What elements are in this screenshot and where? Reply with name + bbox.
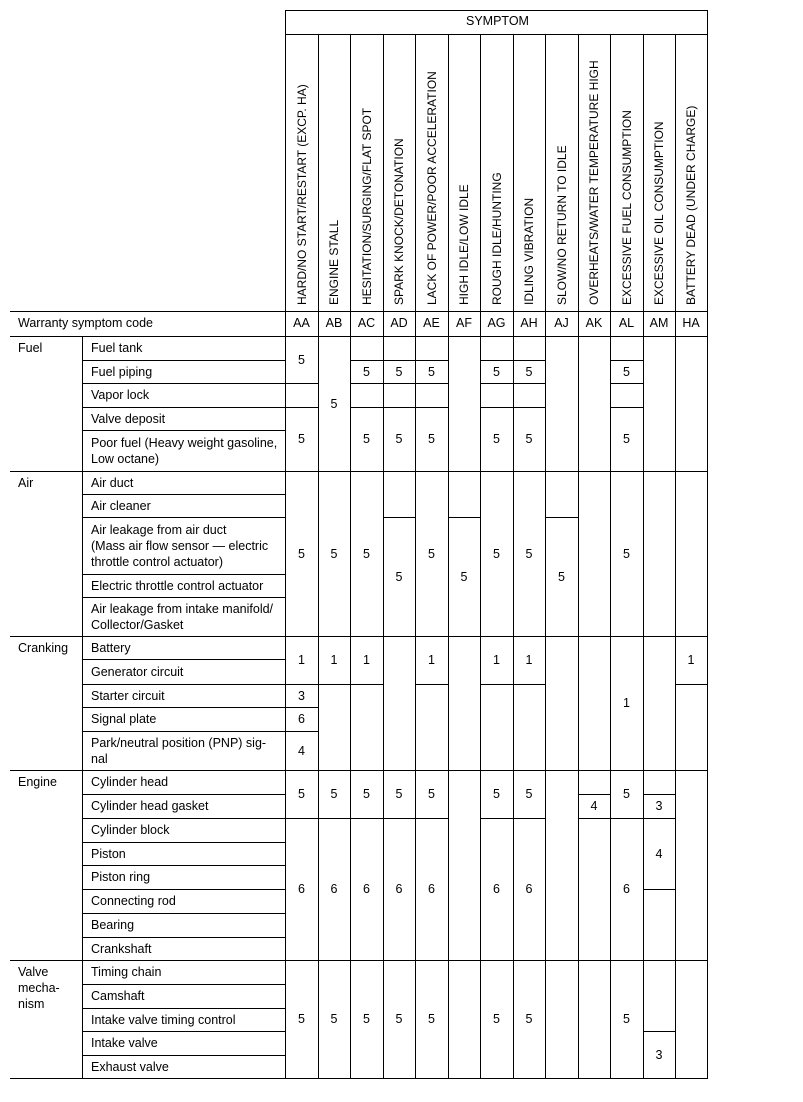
symptom-value: 5 [395, 364, 403, 379]
header-top-rule [285, 10, 708, 11]
column-divider [675, 34, 676, 337]
cell-top-rule [285, 818, 319, 819]
item-row-rule [82, 794, 286, 795]
cell-bottom-rule [513, 383, 546, 384]
column-divider [643, 336, 644, 1079]
item-row-rule [82, 517, 286, 518]
column-title: ENGINE STALL [327, 219, 341, 305]
cell-bottom-rule [578, 818, 611, 819]
column-title: SLOW/NO RETURN TO IDLE [554, 145, 569, 305]
symptom-value: 1 [363, 653, 370, 667]
column-divider [643, 34, 644, 337]
item-label: Fuel piping [91, 364, 153, 379]
item-label: Park/neutral position (PNP) sig- nal [91, 735, 267, 766]
column-divider [578, 34, 579, 337]
cell-bottom-rule [513, 684, 546, 685]
column-divider [610, 336, 611, 1079]
item-label: Bearing [91, 918, 135, 932]
cell-bottom-rule [350, 383, 384, 384]
symptom-value: 5 [298, 546, 305, 561]
cell-top-rule [285, 336, 319, 337]
cell-top-rule [480, 818, 514, 819]
symptom-code: AC [357, 316, 376, 330]
column-divider [513, 336, 514, 1079]
cell-bottom-rule [643, 1078, 676, 1079]
cell-top-rule [383, 770, 416, 771]
cell-top-rule [610, 360, 644, 361]
cell-top-rule [383, 960, 416, 961]
cell-bottom-rule [480, 1078, 514, 1079]
item-label: Camshaft [91, 989, 145, 1003]
column-title: IDLING VIBRATION [522, 197, 536, 305]
cell-bottom-rule [415, 383, 449, 384]
cell-top-rule [610, 960, 644, 961]
cell-top-rule [350, 407, 384, 408]
code-row-bottom-rule [10, 336, 708, 337]
cell-bottom-rule [350, 684, 384, 685]
symptom-value: 1 [493, 653, 500, 667]
symptom-value: 5 [493, 364, 500, 379]
symptom-value: 5 [525, 546, 533, 561]
cell-bottom-rule [318, 684, 351, 685]
cell-top-rule [285, 707, 319, 708]
symptom-value: 5 [298, 352, 305, 367]
item-row-rule [82, 960, 286, 961]
cell-bottom-rule [318, 1078, 351, 1079]
symptom-value: 5 [460, 569, 468, 584]
item-row-rule [82, 636, 286, 637]
item-row-rule [82, 1055, 286, 1056]
cell-top-rule [285, 471, 319, 472]
symptom-value: 5 [298, 432, 305, 446]
item-label: Piston [91, 846, 126, 861]
symptom-value: 5 [558, 569, 565, 584]
column-title: SPARK KNOCK/DETONATION [392, 138, 406, 305]
item-label: Cylinder head gasket [91, 799, 209, 813]
cell-top-rule [545, 517, 579, 518]
symptom-value: 5 [395, 1012, 403, 1026]
cell-bottom-rule [285, 383, 319, 384]
symptom-value: 5 [330, 787, 338, 801]
item-row-rule [82, 913, 286, 914]
cell-top-rule [415, 770, 449, 771]
item-row-rule [82, 984, 286, 985]
item-row-rule [82, 574, 286, 575]
symptom-value: 5 [623, 787, 630, 801]
cell-bottom-rule [415, 1078, 449, 1079]
cell-top-rule [415, 407, 449, 408]
cell-bottom-rule [610, 383, 644, 384]
symptom-value: 5 [623, 364, 630, 379]
symptom-value: 5 [298, 1012, 305, 1026]
group-label: Cranking [18, 641, 69, 655]
symptom-value: 5 [525, 787, 533, 801]
group-label: Valve mecha- nism [18, 965, 60, 1011]
item-label: Crankshaft [91, 941, 152, 956]
cell-top-rule [513, 407, 546, 408]
symptom-value: 6 [623, 882, 630, 896]
symptom-code: AE [423, 316, 440, 330]
cell-top-rule [513, 770, 546, 771]
cell-top-rule [610, 818, 644, 819]
cell-top-rule [643, 794, 676, 795]
symptom-value: 5 [493, 546, 500, 561]
symptom-value: 6 [428, 882, 435, 896]
symptom-value: 5 [363, 432, 370, 446]
column-title: EXCESSIVE OIL CONSUMPTION [652, 121, 666, 305]
symptom-code: AH [520, 316, 538, 330]
symptom-code: AB [325, 316, 343, 330]
column-divider [480, 34, 481, 337]
symptom-value: 5 [298, 787, 305, 801]
symptom-value: 1 [428, 653, 435, 667]
cell-top-rule [285, 731, 319, 732]
item-row-rule [82, 659, 286, 660]
symptom-value: 5 [330, 396, 338, 411]
cell-bottom-rule [285, 1078, 319, 1079]
column-divider [448, 336, 449, 1079]
symptom-value: 1 [298, 653, 305, 667]
column-divider [415, 34, 416, 337]
cell-top-rule [318, 336, 351, 337]
cell-bottom-rule [383, 471, 416, 472]
item-label: Exhaust valve [91, 1059, 169, 1074]
item-label: Piston ring [91, 870, 151, 884]
cell-bottom-rule [545, 636, 579, 637]
cell-bottom-rule [675, 684, 708, 685]
symptom-value: 1 [525, 653, 533, 667]
cell-top-rule [350, 471, 384, 472]
symptom-code: AA [293, 316, 310, 330]
item-row-rule [82, 383, 286, 384]
symptom-value: 5 [428, 432, 435, 446]
cell-top-rule [318, 960, 351, 961]
cell-top-rule [415, 360, 449, 361]
symptom-value: 5 [395, 787, 403, 801]
symptom-value: 5 [428, 787, 435, 801]
symptom-value: 5 [525, 364, 533, 379]
cell-top-rule [480, 407, 514, 408]
item-label: Intake valve [91, 1036, 158, 1050]
cell-top-rule [285, 636, 319, 637]
item-label: Vapor lock [91, 388, 150, 402]
cell-top-rule [350, 960, 384, 961]
item-row-rule [82, 770, 286, 771]
symptom-underline [285, 34, 708, 35]
cell-top-rule [513, 636, 546, 637]
cell-top-rule [285, 960, 319, 961]
item-row-rule [82, 731, 286, 732]
cell-top-rule [610, 770, 644, 771]
header-bottom-rule [10, 311, 708, 312]
column-title: ROUGH IDLE/HUNTING [489, 172, 504, 305]
item-label: Generator circuit [91, 664, 184, 679]
cell-top-rule [318, 636, 351, 637]
cell-bottom-rule [513, 1078, 546, 1079]
symptom-value: 6 [363, 882, 370, 896]
cell-top-rule [513, 360, 546, 361]
column-title: HARD/NO START/RESTART (EXCP. HA) [294, 84, 309, 305]
symptom-value: 5 [395, 569, 403, 584]
item-row-rule [82, 597, 286, 598]
symptom-code: HA [682, 316, 700, 330]
column-divider [448, 34, 449, 337]
item-row-rule [82, 889, 286, 890]
symptom-value: 6 [525, 882, 533, 896]
cell-top-rule [415, 818, 449, 819]
item-label: Cylinder head [91, 775, 169, 789]
column-title: EXCESSIVE FUEL CONSUMPTION [619, 110, 634, 305]
symptom-value: 5 [363, 787, 370, 801]
symptom-value: 1 [687, 653, 695, 667]
item-row-rule [82, 1031, 286, 1032]
item-label: Air leakage from air duct (Mass air flow sensor — electric throttle control actuator) [91, 522, 269, 569]
symptom-value: 4 [590, 799, 598, 813]
symptom-value: 5 [363, 1012, 370, 1026]
cell-bottom-rule [480, 684, 514, 685]
column-divider [545, 34, 546, 337]
symptom-value: 4 [655, 846, 663, 861]
column-divider [675, 336, 676, 1079]
symptom-value: 5 [428, 364, 435, 379]
cell-top-rule [383, 407, 416, 408]
column-divider [350, 34, 351, 337]
cell-top-rule [285, 684, 319, 685]
item-label: Valve deposit [91, 411, 166, 426]
group-label: Engine [18, 775, 57, 789]
cell-top-rule [513, 818, 546, 819]
item-label: Poor fuel (Heavy weight gasoline, Low octane) [91, 435, 278, 466]
item-label: Electric throttle control actuator [91, 578, 264, 593]
symptom-value: 5 [493, 432, 500, 446]
symptom-value: 5 [493, 1012, 500, 1026]
symptom-value: 5 [493, 787, 500, 801]
cell-bottom-rule [480, 383, 514, 384]
item-row-rule [82, 818, 286, 819]
cell-top-rule [383, 360, 416, 361]
symptom-value: 5 [330, 1012, 338, 1026]
cell-top-rule [285, 407, 319, 408]
item-row-rule [82, 684, 286, 685]
symptom-value: 5 [428, 546, 435, 561]
symptom-code: AK [585, 316, 603, 330]
symptom-code: AJ [554, 316, 569, 330]
item-row-rule [82, 430, 286, 431]
symptom-code: AD [390, 316, 408, 330]
column-divider [545, 336, 546, 1079]
symptom-value: 5 [330, 546, 338, 561]
cell-top-rule [610, 471, 644, 472]
cell-top-rule [610, 636, 644, 637]
column-title: HIGH IDLE/LOW IDLE [457, 184, 471, 305]
symptom-value: 6 [395, 882, 403, 896]
symptom-value: 5 [525, 432, 533, 446]
cell-top-rule [480, 770, 514, 771]
cell-top-rule [350, 636, 384, 637]
item-row-rule [82, 407, 286, 408]
cell-top-rule [318, 770, 351, 771]
cell-bottom-rule [448, 636, 481, 637]
cell-top-rule [415, 636, 449, 637]
cell-top-rule [480, 471, 514, 472]
symptom-header: SYMPTOM [466, 14, 529, 28]
column-divider [480, 336, 481, 1079]
symptom-value: 5 [623, 546, 630, 561]
item-label: Battery [91, 640, 131, 655]
symptom-code: AM [649, 316, 669, 330]
item-label: Starter circuit [91, 688, 165, 703]
cell-top-rule [513, 960, 546, 961]
item-label: Fuel tank [91, 341, 143, 355]
column-divider [578, 336, 579, 1079]
symptom-value: 5 [363, 546, 370, 561]
header-left-rule [285, 10, 286, 337]
cell-top-rule [350, 818, 384, 819]
cell-bottom-rule [610, 1078, 644, 1079]
item-row-rule [82, 842, 286, 843]
cell-top-rule [643, 1031, 676, 1032]
cell-top-rule [448, 517, 481, 518]
cell-top-rule [643, 818, 676, 819]
cell-bottom-rule [415, 684, 449, 685]
item-label: Intake valve timing control [91, 1012, 236, 1027]
item-row-rule [82, 1008, 286, 1009]
cell-top-rule [415, 960, 449, 961]
warranty-code-label: Warranty symptom code [18, 316, 153, 330]
symptom-code: AG [487, 316, 506, 330]
cell-bottom-rule [350, 1078, 384, 1079]
item-label: Air cleaner [91, 498, 151, 513]
column-title: LACK OF POWER/POOR ACCELERATION [424, 71, 439, 305]
cell-top-rule [513, 471, 546, 472]
symptom-value: 5 [623, 432, 630, 446]
symptom-value: 6 [330, 882, 338, 896]
group-label: Air [18, 476, 34, 490]
cell-bottom-rule [383, 383, 416, 384]
cell-top-rule [383, 517, 416, 518]
symptom-value: 3 [655, 799, 663, 813]
group-label: Fuel [18, 341, 43, 355]
item-row-rule [82, 707, 286, 708]
item-label: Timing chain [91, 965, 162, 979]
symptom-value: 5 [428, 1012, 435, 1026]
column-divider [318, 34, 319, 337]
symptom-value: 6 [298, 882, 305, 896]
symptom-value: 5 [363, 364, 370, 379]
cell-bottom-rule [643, 889, 676, 890]
item-label: Cylinder block [91, 823, 170, 837]
column-divider [350, 336, 351, 1079]
item-row-rule [82, 937, 286, 938]
item-row-rule [82, 494, 286, 495]
symptom-value: 6 [298, 712, 305, 726]
symptom-value: 3 [298, 688, 305, 703]
column-divider [610, 34, 611, 337]
cell-top-rule [480, 636, 514, 637]
cell-top-rule [318, 471, 351, 472]
item-row-rule [82, 360, 286, 361]
item-row-rule [82, 865, 286, 866]
cell-top-rule [480, 360, 514, 361]
symptom-value: 4 [298, 743, 305, 758]
symptom-code: AF [456, 316, 472, 330]
symptom-value: 5 [395, 432, 403, 446]
column-divider [415, 336, 416, 1079]
column-title: HESITATION/SURGING/FLAT SPOT [359, 107, 374, 305]
cell-top-rule [383, 818, 416, 819]
item-row-rule [82, 471, 286, 472]
item-label: Air duct [91, 475, 134, 490]
symptom-value: 1 [330, 653, 338, 667]
symptom-code: AL [618, 316, 635, 330]
column-divider [513, 34, 514, 337]
cell-top-rule [285, 770, 319, 771]
symptom-value: 5 [623, 1012, 630, 1026]
column-divider [383, 34, 384, 337]
column-title: BATTERY DEAD (UNDER CHARGE) [684, 105, 698, 305]
cell-top-rule [578, 794, 611, 795]
table-right-rule [707, 10, 708, 1079]
cell-bottom-rule [383, 636, 416, 637]
symptom-value: 6 [493, 882, 500, 896]
cell-top-rule [350, 360, 384, 361]
symptom-value: 5 [525, 1012, 533, 1026]
cell-top-rule [610, 407, 644, 408]
cell-top-rule [480, 960, 514, 961]
column-title: OVERHEATS/WATER TEMPERATURE HIGH [587, 60, 601, 305]
item-label: Connecting rod [91, 894, 176, 908]
item-label: Air leakage from intake manifold/ Collector/Gasket [91, 601, 274, 632]
cell-top-rule [415, 471, 449, 472]
cell-top-rule [675, 636, 708, 637]
cell-top-rule [350, 770, 384, 771]
item-label: Signal plate [91, 712, 157, 726]
column-divider [383, 336, 384, 1079]
symptom-value: 3 [655, 1047, 663, 1062]
symptom-value: 1 [623, 696, 630, 710]
cell-bottom-rule [383, 1078, 416, 1079]
cell-top-rule [318, 818, 351, 819]
